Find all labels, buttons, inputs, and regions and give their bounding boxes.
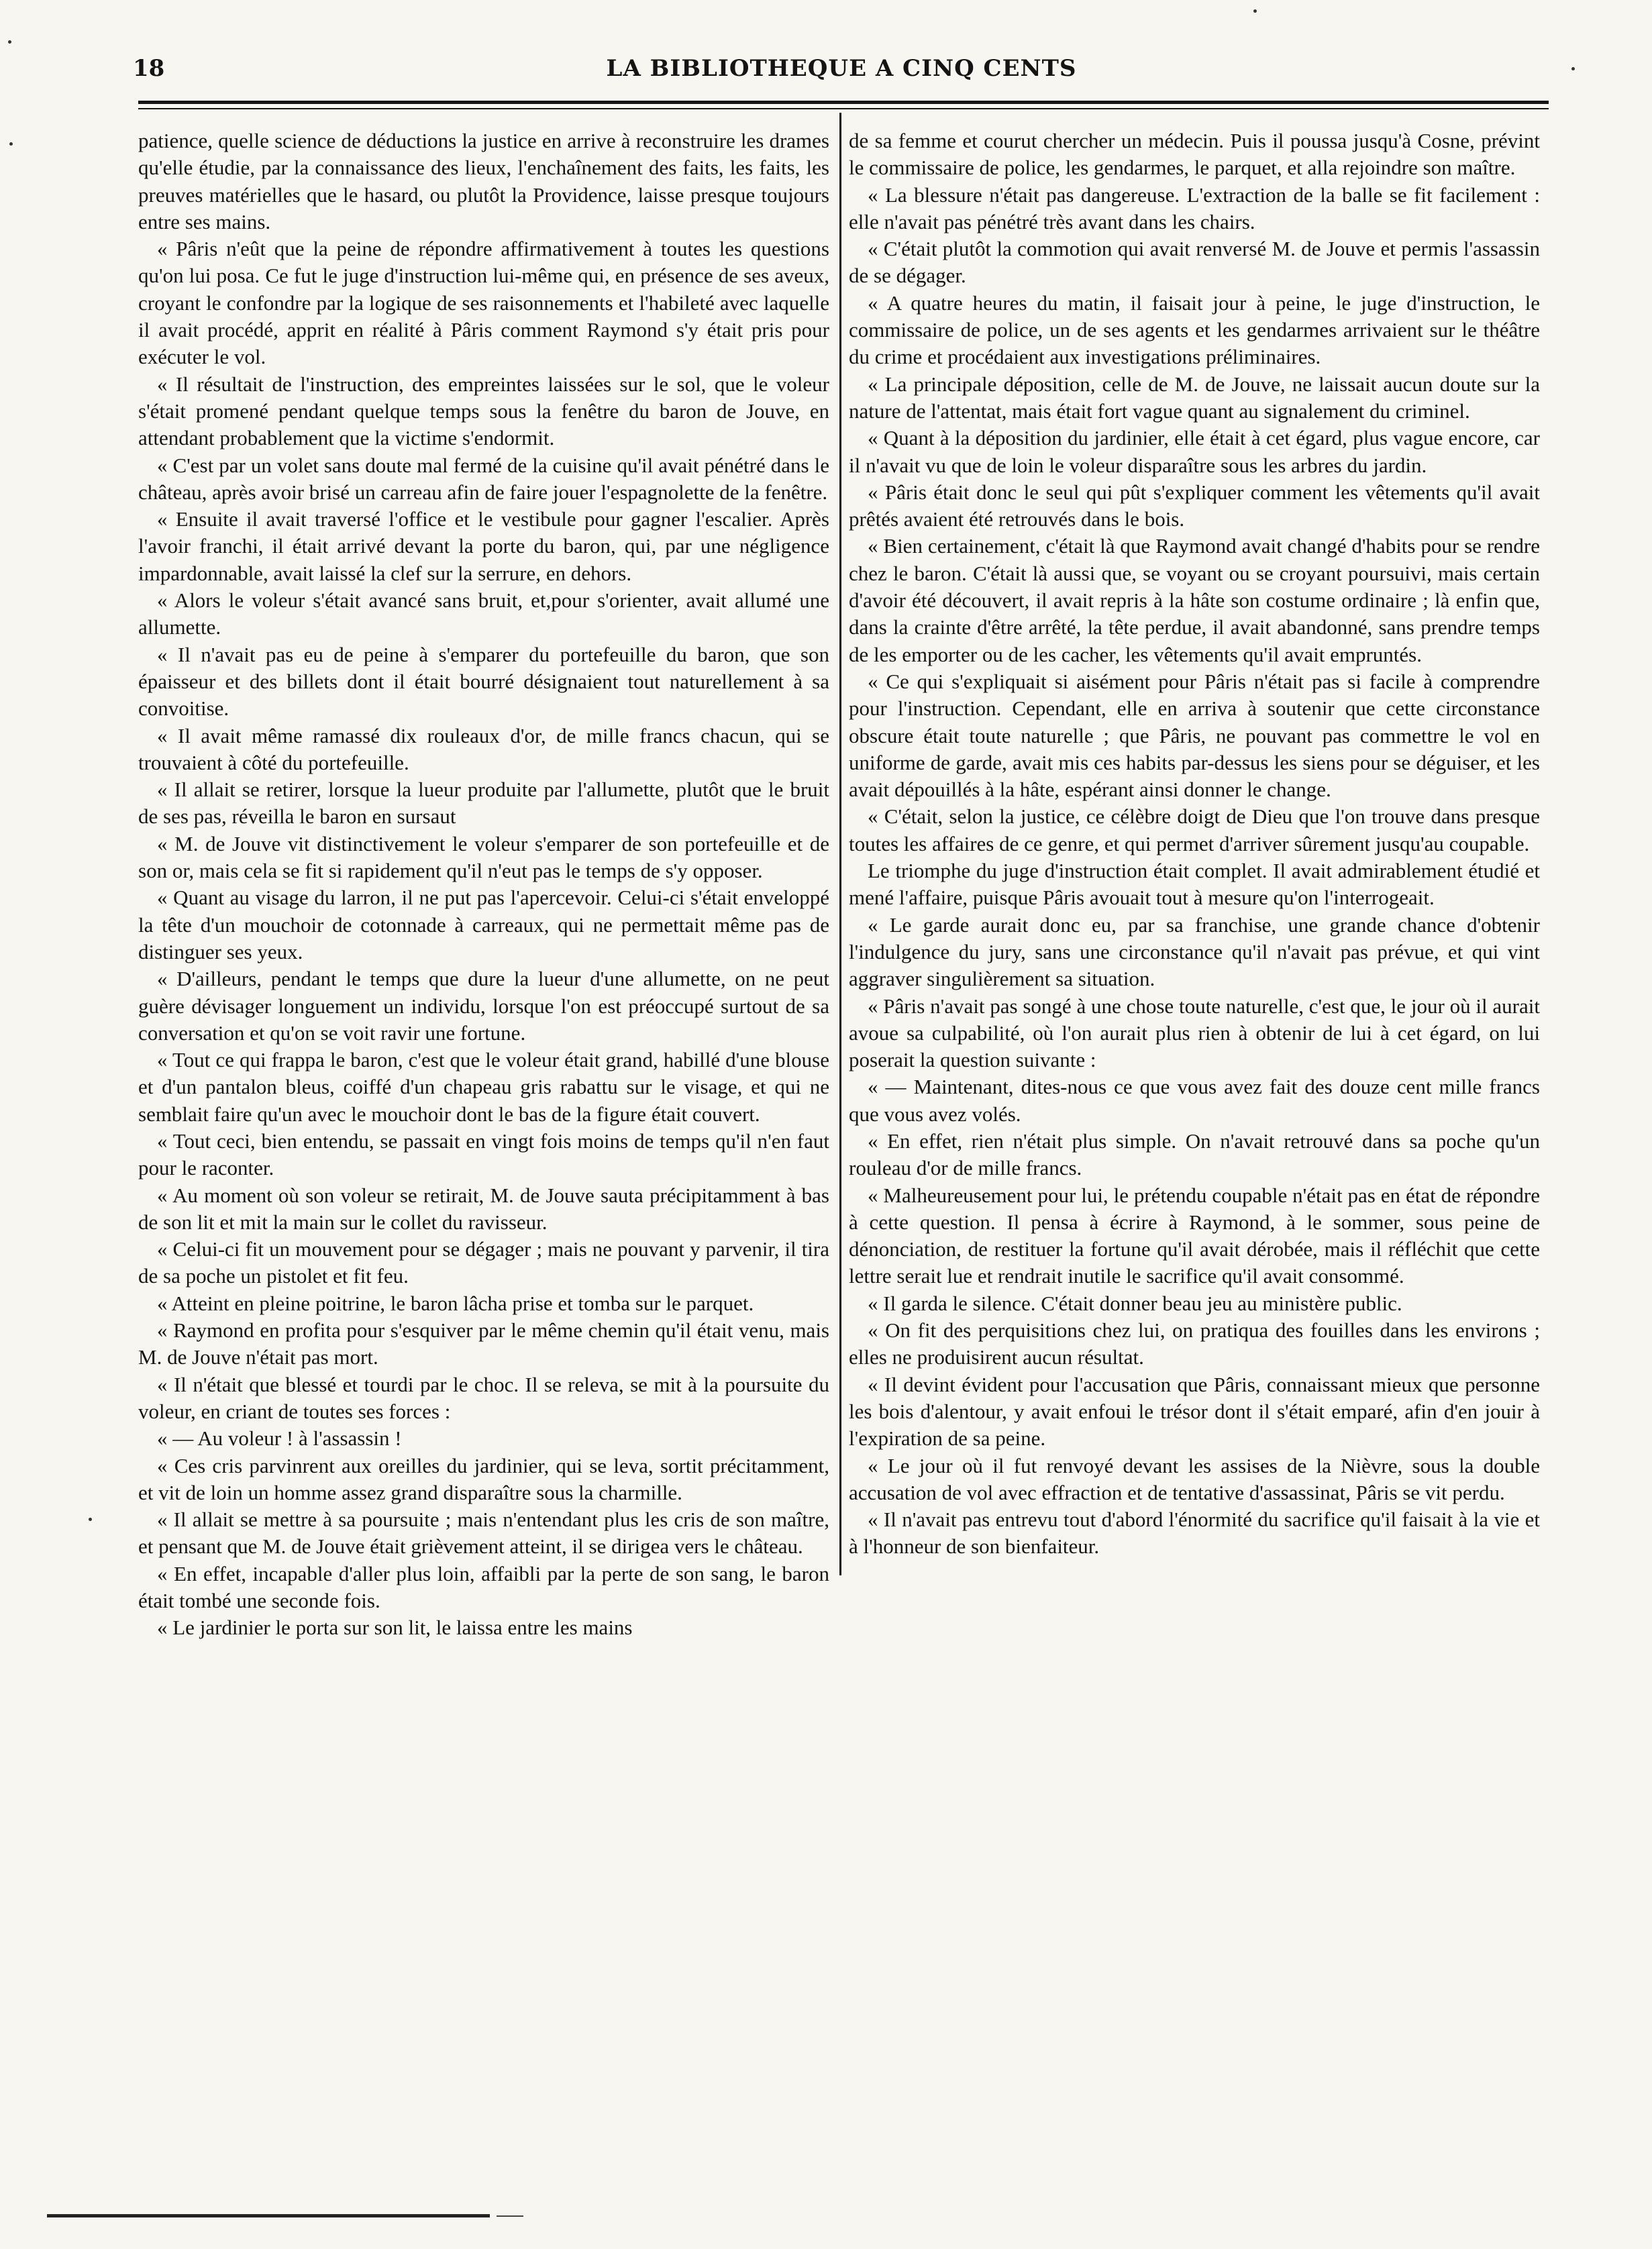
paragraph: patience, quelle science de déductions la justice en arrive à reconstruire les drames qu'elle étudie, par la connaissance des lieux, l'enchaînement des faits, les faits, les preuves matérielles que le hasard, ou plutôt la Providence, laisse presque toujours entre ses mains.: [138, 129, 829, 233]
print-speck: [8, 40, 11, 44]
paragraph: « La principale déposition, celle de M. de Jouve, ne laissait aucun doute sur la nature de l'attentat, mais était fort vague quant au signalement du criminel.: [849, 372, 1540, 423]
paragraph: « Il garda le silence. C'était donner beau jeu au ministère public.: [868, 1291, 1402, 1315]
running-title: LA BIBLIOTHEQUE A CINQ CENTS: [606, 55, 1077, 82]
paragraph: « C'est par un volet sans doute mal fermé de la cuisine qu'il avait pénétré dans le château, après avoir brisé un carreau afin de faire jouer l'espagnolette de la fenêtre.: [138, 453, 829, 504]
paragraph: Le triomphe du juge d'instruction était complet. Il avait admirablement étudié et mené l'affaire, puisque Pâris avouait tout à mesure qu'on l'interrogeait.: [849, 859, 1540, 910]
paragraph: « Alors le voleur s'était avancé sans bruit, et,pour s'orienter, avait allumé une allumette.: [138, 588, 829, 639]
column-divider: [839, 113, 841, 1575]
paragraph: « Celui-ci fit un mouvement pour se dégager ; mais ne pouvant y parvenir, il tira de sa poche un pistolet et fit feu.: [138, 1237, 829, 1288]
paragraph: « Il allait se mettre à sa poursuite ; mais n'entendant plus les cris de son maître, et pensant que M. de Jouve était grièvement atteint, il se dirigea vers le château.: [138, 1508, 829, 1559]
paragraph: « La blessure n'était pas dangereuse. L'extraction de la balle se fit facilement : elle n'avait pas pénétré très avant dans les chairs.: [849, 182, 1540, 233]
paragraph: « — Au voleur ! à l'assassin !: [157, 1426, 402, 1451]
paragraph: « Il n'avait pas entrevu tout d'abord l'énormité du sacrifice qu'il faisait à la vie et à l'honneur de son bienfaiteur.: [849, 1508, 1540, 1559]
print-speck: [9, 142, 13, 146]
paragraph: « Raymond en profita pour s'esquiver par le même chemin qu'il était venu, mais M. de Jouve n'était pas mort.: [138, 1318, 829, 1369]
paragraph: « A quatre heures du matin, il faisait jour à peine, le juge d'instruction, le commissaire de police, un de ses agents et les gendarmes arrivaient sur le théâtre du crime et procédaient aux investigations préliminaires.: [849, 291, 1540, 369]
paragraph: « Le jour où il fut renvoyé devant les assises de la Nièvre, sous la double accusation de vol avec effraction et de tentative d'assassinat, Pâris se vit perdu.: [849, 1453, 1540, 1504]
paragraph: « En effet, rien n'était plus simple. On n'avait retrouvé dans sa poche qu'un rouleau d'or de mille francs.: [849, 1129, 1540, 1180]
paragraph: « Au moment où son voleur se retirait, M. de Jouve sauta précipitamment à bas de son lit et mit la main sur le collet du ravisseur.: [138, 1183, 829, 1234]
left-column: [138, 127, 829, 1642]
paragraph: « C'était, selon la justice, ce célèbre doigt de Dieu que l'on trouve dans presque toutes les affaires de ce genre, et qui permet d'arriver sûrement jusqu'au coupable.: [849, 804, 1540, 855]
paragraph: « Il n'avait pas eu de peine à s'emparer du portefeuille du baron, que son épaisseur et des billets dont il était bourré désignaient tout naturellement à sa convoitise.: [138, 642, 829, 721]
paragraph: « En effet, incapable d'aller plus loin, affaibli par la perte de son sang, le baron était tombé une seconde fois.: [138, 1561, 829, 1613]
print-speck: [1571, 67, 1575, 70]
paragraph: « Atteint en pleine poitrine, le baron lâcha prise et tomba sur le parquet.: [157, 1291, 754, 1315]
paragraph: « Quant à la déposition du jardinier, elle était à cet égard, plus vague encore, car il n'avait vu que de loin le voleur disparaître sous les arbres du jardin.: [849, 426, 1540, 477]
footer-rule-tail: [497, 2215, 523, 2217]
paragraph: « Ce qui s'expliquait si aisément pour Pâris n'était pas si facile à comprendre pour l'instruction. Cependant, elle en arriva à soutenir que cette circonstance obscure était toute naturelle ; que Pâris, ne pouvant pas commettre le vol en uniforme de garde, avait mis ces habits par-dessus les siens pour se déguiser, et les avait dépouillés à la hâte, espérant ainsi donner le change.: [849, 669, 1540, 802]
paragraph: « Tout ce qui frappa le baron, c'est que le voleur était grand, habillé d'une blouse et d'un pantalon bleus, coiffé d'un chapeau gris rabattu sur le visage, et qui ne semblait faire qu'un avec le mouchoir dont le bas de la figure était couvert.: [138, 1048, 829, 1126]
paragraph: « Pâris était donc le seul qui pût s'expliquer comment les vêtements qu'il avait prêtés avaient été retrouvés dans le bois.: [849, 480, 1540, 531]
paragraph: de sa femme et courut chercher un médecin. Puis il poussa jusqu'à Cosne, prévint le commissaire de police, les gendarmes, le parquet, et alla rejoindre son maître.: [849, 129, 1540, 180]
paragraph: « Ces cris parvinrent aux oreilles du jardinier, qui se leva, sortit précitamment, et vit de loin un homme assez grand disparaître sous la charmille.: [138, 1453, 829, 1504]
paragraph: « D'ailleurs, pendant le temps que dure la lueur d'une allumette, on ne peut guère dévisager longuement un individu, lorsque l'on est préoccupé surtout de sa conversation et qu'on se voit ravir une fortune.: [138, 967, 829, 1045]
paragraph: « Pâris n'eût que la peine de répondre affirmativement à toutes les questions qu'on lui posa. Ce fut le juge d'instruction lui-même qui, en présence de ses aveux, croyant le confondre par la logique de ses raisonnements et l'habileté avec laquelle il avait procédé, apprit en réalité à Pâris comment Raymond s'y était pris pour exécuter le vol.: [138, 237, 829, 369]
paragraph: « Il résultait de l'instruction, des empreintes laissées sur le sol, que le voleur s'était promené pendant quelque temps sous la fenêtre du baron de Jouve, en attendant probablement que la victime s'endormit.: [138, 372, 829, 450]
paragraph: « On fit des perquisitions chez lui, on pratiqua des fouilles dans les environs ; elles ne produisirent aucun résultat.: [849, 1318, 1540, 1369]
paragraph: « M. de Jouve vit distinctivement le voleur s'emparer de son portefeuille et de son or, mais cela se fit si rapidement qu'il n'eut pas le temps de s'y opposer.: [138, 831, 829, 883]
page-header: [133, 55, 1550, 93]
paragraph: « Il avait même ramassé dix rouleaux d'or, de mille francs chacun, qui se trouvaient à côté du portefeuille.: [138, 723, 829, 774]
paragraph: « — Maintenant, dites-nous ce que vous avez fait des douze cent mille francs que vous avez volés.: [849, 1075, 1540, 1126]
header-rule-thin: [138, 108, 1549, 109]
paragraph: « Le jardinier le porta sur son lit, le laissa entre les mains: [157, 1616, 633, 1640]
right-column: [849, 127, 1540, 1561]
footer-rule: [47, 2214, 490, 2217]
paragraph: « Il allait se retirer, lorsque la lueur produite par l'allumette, plutôt que le bruit de ses pas, réveilla le baron en sursaut: [138, 778, 829, 829]
paragraph: « Bien certainement, c'était là que Raymond avait changé d'habits pour se rendre chez le baron. C'était là aussi que, se voyant ou se croyant poursuivi, mais certain d'avoir été découvert, il avait repris à la hâte son costume ordinaire ; là enfin que, dans la crainte d'être arrêté, la tête perdue, il avait abandonné, sans prendre temps de les emporter ou de les cacher, les vêtements qu'il avait empruntés.: [849, 534, 1540, 666]
paragraph: « Il devint évident pour l'accusation que Pâris, connaissant mieux que personne les bois d'alentour, y avait enfoui le trésor dont il s'était emparé, afin d'en jouir à l'expiration de sa peine.: [849, 1372, 1540, 1451]
header-rule-thick: [138, 101, 1549, 104]
page-number: 18: [133, 55, 165, 82]
print-speck: [89, 1518, 92, 1521]
paragraph: « Le garde aurait donc eu, par sa franchise, une grande chance d'obtenir l'indulgence du jury, sans une circonstance qu'il n'avait pas prévue, et qui vint aggraver singulièrement sa situation.: [849, 912, 1540, 991]
paragraph: « Quant au visage du larron, il ne put pas l'apercevoir. Celui-ci s'était enveloppé la tête d'un mouchoir de cotonnade à carreaux, qui ne permettait même pas de distinguer ses yeux.: [138, 886, 829, 963]
print-speck: [1253, 9, 1257, 13]
paragraph: « Il n'était que blessé et tourdi par le choc. Il se releva, se mit à la poursuite du voleur, en criant de toutes ses forces :: [138, 1372, 829, 1423]
paragraph: « Tout ceci, bien entendu, se passait en vingt fois moins de temps qu'il n'en faut pour le raconter.: [138, 1129, 829, 1180]
paragraph: « Ensuite il avait traversé l'office et le vestibule pour gagner l'escalier. Après l'avoir franchi, il était arrivé devant la porte du baron, qui, par une négligence impardonnable, avait laissé la clef sur la serrure, en dehors.: [138, 507, 829, 585]
paragraph: « C'était plutôt la commotion qui avait renversé M. de Jouve et permis l'assassin de se dégager.: [849, 237, 1540, 288]
paragraph: « Pâris n'avait pas songé à une chose toute naturelle, c'est que, le jour où il aurait avoue sa culpabilité, où l'on aurait plus rien à obtenir de lui à cet égard, on lui poserait la question suivante :: [849, 994, 1540, 1072]
paragraph: « Malheureusement pour lui, le prétendu coupable n'était pas en état de répondre à cette question. Il pensa à écrire à Raymond, à le sommer, sous peine de dénonciation, de restituer la fortune qu'il avait dérobée, mais il réfléchit que cette lettre serait lue et rendrait inutile le sacrifice qu'il avait consommé.: [849, 1183, 1540, 1288]
